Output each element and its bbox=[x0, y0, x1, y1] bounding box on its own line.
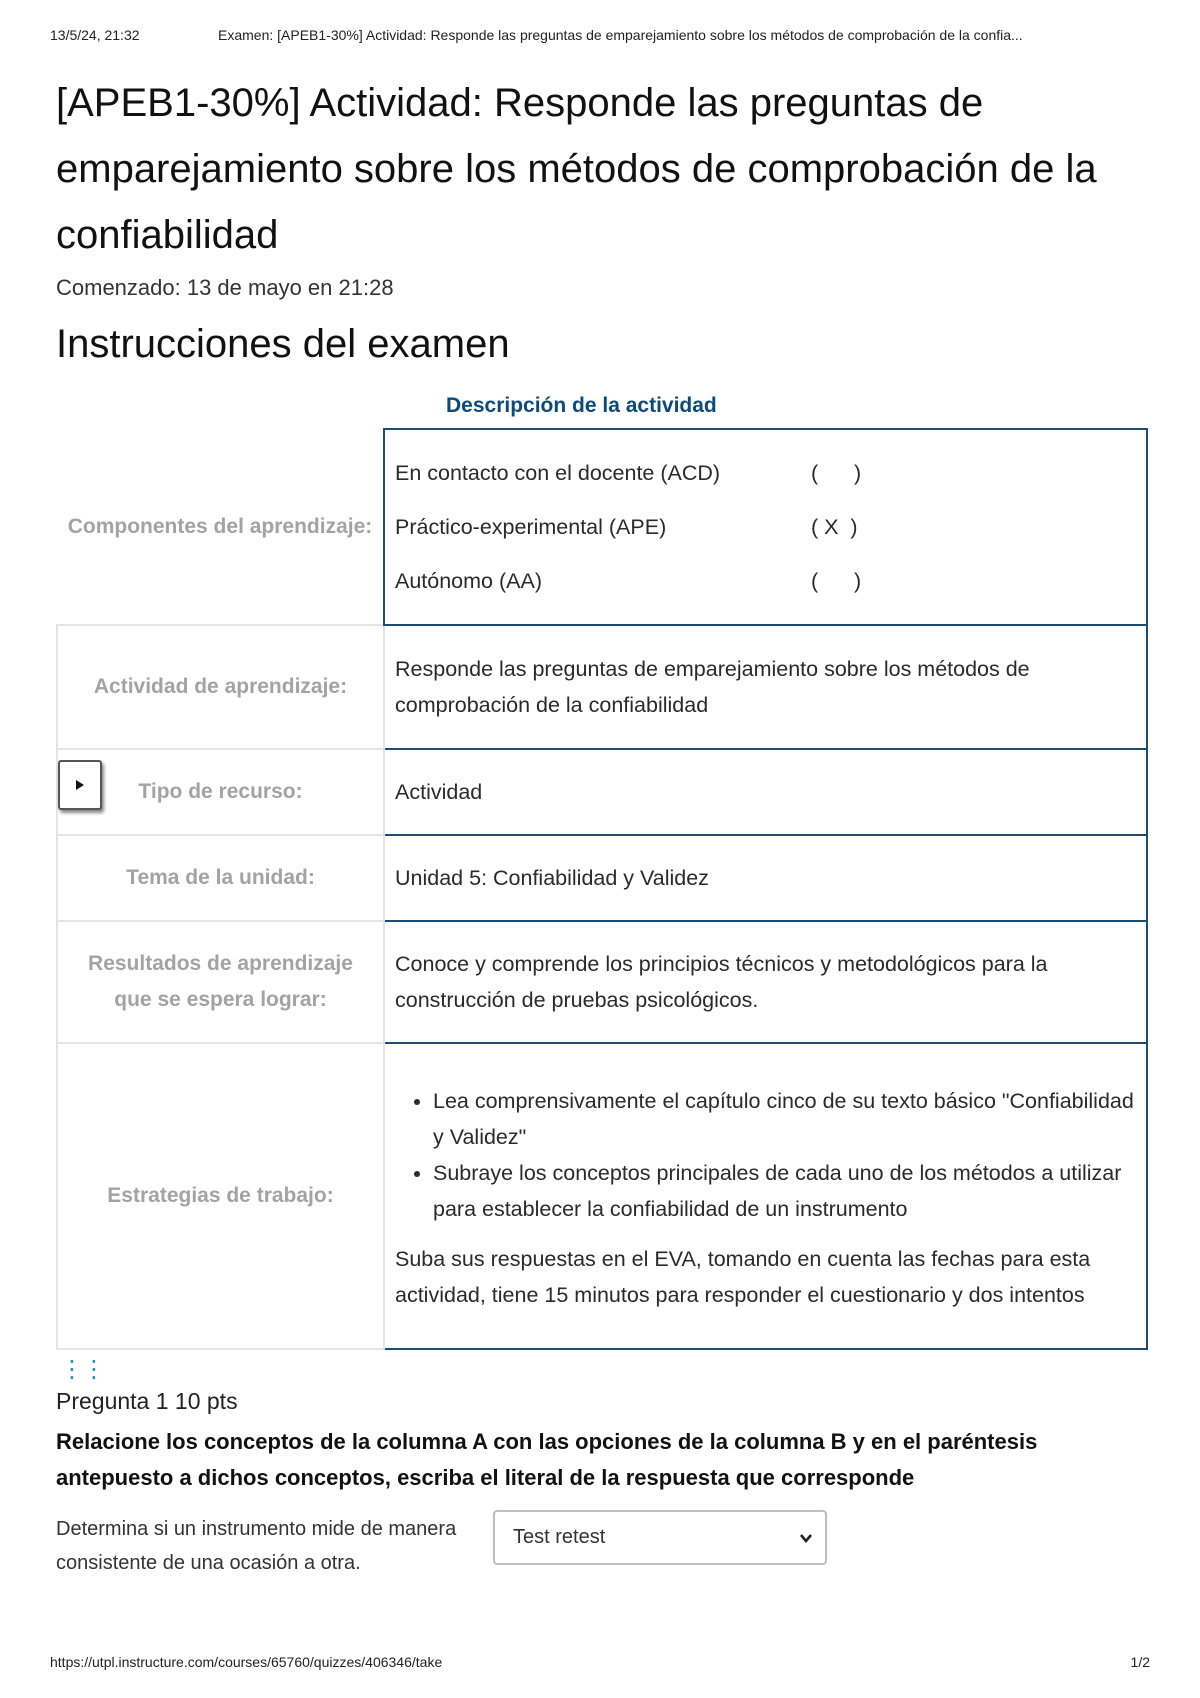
components-label: Componentes del aprendizaje: bbox=[67, 514, 373, 538]
list-item: • Lea comprensivamente el capítulo cinco de su texto básico "Confiabilidad y Validez" bbox=[433, 1083, 1136, 1155]
component-line bbox=[395, 554, 1136, 608]
table-row bbox=[57, 429, 1147, 625]
component-mark: ( X ) bbox=[811, 515, 858, 539]
results-label: Resultados de aprendizaje que se espera lograr: bbox=[57, 921, 384, 1043]
started-time: Comenzado: 13 de mayo en 21:28 bbox=[56, 275, 394, 300]
answer-select-value: Test retest bbox=[513, 1526, 606, 1548]
table-row bbox=[57, 625, 1147, 749]
chevron-down-icon bbox=[799, 1531, 813, 1545]
resource-type-cell bbox=[57, 749, 384, 835]
topic-label: Tema de la unidad: bbox=[57, 835, 384, 921]
results-value: Conoce y comprende los principios técnicos y metodológicos para la construcción de pruebas psicológicos. bbox=[384, 921, 1147, 1043]
activity-description-caption: Descripción de la actividad bbox=[446, 394, 717, 417]
resource-type-value: Actividad bbox=[384, 749, 1147, 835]
table-row bbox=[57, 835, 1147, 921]
table-row bbox=[57, 921, 1147, 1043]
instructions-heading: Instrucciones del examen bbox=[56, 322, 510, 366]
list-item: • Subraye los conceptos principales de cada uno de los métodos a utilizar para establecer la confiabilidad de un instrumento bbox=[433, 1155, 1136, 1227]
activity-description-table bbox=[56, 428, 1148, 1350]
table-row bbox=[57, 1043, 1147, 1349]
print-page-number: 1/2 bbox=[1130, 1654, 1150, 1670]
question-prompt: Determina si un instrumento mide de manera consistente de una ocasión a otra. bbox=[56, 1518, 457, 1574]
activity-value: Responde las preguntas de emparejamiento sobre los métodos de comprobación de la confiabilidad bbox=[384, 625, 1147, 749]
component-line bbox=[395, 500, 1136, 554]
topic-value: Unidad 5: Confiabilidad y Validez bbox=[384, 835, 1147, 921]
components-value bbox=[384, 429, 1147, 625]
print-footer bbox=[50, 1654, 1150, 1670]
activity-label: Actividad de aprendizaje: bbox=[57, 625, 384, 749]
print-document-title: Examen: [APEB1-30%] Actividad: Responde las preguntas de emparejamiento sobre los métodos de comprobación de la confia... bbox=[218, 27, 1023, 43]
table-row bbox=[57, 749, 1147, 835]
page-title: [APEB1-30%] Actividad: Responde las preguntas de emparejamiento sobre los métodos de comprobación de la confiabilidad bbox=[56, 81, 1097, 257]
play-button[interactable] bbox=[58, 760, 102, 810]
answer-select[interactable] bbox=[493, 1510, 827, 1565]
strategy-note: Suba sus respuestas en el EVA, tomando en cuenta las fechas para esta actividad, tiene 15 minutos para responder el cuestionario y dos intentos bbox=[395, 1247, 1091, 1307]
print-url: https://utpl.instructure.com/courses/65760/quizzes/406346/take bbox=[50, 1654, 443, 1670]
component-name: En contacto con el docente (ACD) bbox=[395, 461, 721, 485]
component-mark: ( ) bbox=[811, 461, 862, 485]
resource-type-label: Tipo de recurso: bbox=[138, 780, 303, 803]
strategy-list bbox=[395, 1083, 1136, 1227]
component-name: Autónomo (AA) bbox=[395, 569, 542, 593]
drag-handle-icon[interactable]: ⋮⋮ bbox=[60, 1356, 104, 1383]
strategy-value bbox=[384, 1043, 1147, 1349]
component-line bbox=[395, 446, 1136, 500]
print-date: 13/5/24, 21:32 bbox=[50, 27, 140, 43]
question-meta: Pregunta 1 10 pts bbox=[56, 1388, 238, 1414]
component-name: Práctico-experimental (APE) bbox=[395, 515, 667, 539]
component-mark: ( ) bbox=[811, 569, 862, 593]
strategy-label: Estrategias de trabajo: bbox=[57, 1043, 384, 1349]
play-icon bbox=[76, 780, 84, 790]
question-instruction: Relacione los conceptos de la columna A con las opciones de la columna B y en el paréntesis antepuesto a dichos conceptos, escriba el literal de la respuesta que corresponde bbox=[56, 1429, 1038, 1490]
